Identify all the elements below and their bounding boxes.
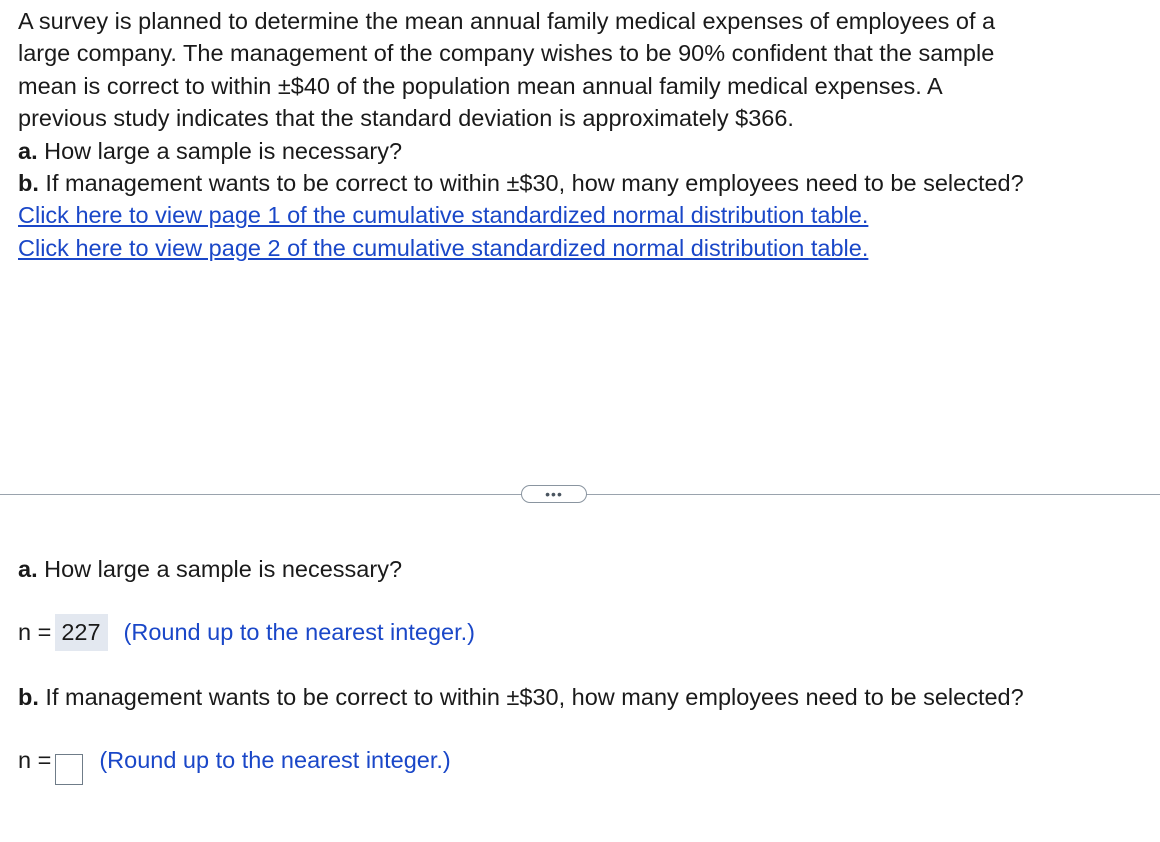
question-line-2: large company. The management of the company wishes to be 90% confident that the sample bbox=[18, 40, 995, 67]
normal-table-page-2-link[interactable]: Click here to view page 2 of the cumulative standardized normal distribution table. bbox=[18, 234, 869, 261]
answer-part-a-label: a. bbox=[18, 556, 38, 582]
answer-a-n-label: n = bbox=[18, 619, 52, 645]
answer-part-b-label: b. bbox=[18, 684, 39, 710]
question-part-a-text: How large a sample is necessary? bbox=[37, 137, 403, 164]
answer-part-a-text: How large a sample is necessary? bbox=[37, 556, 403, 582]
question-line-4: previous study indicates that the standard deviation is approximately $366. bbox=[18, 105, 794, 132]
answer-b-input[interactable] bbox=[55, 754, 83, 785]
question-part-a-label: a. bbox=[18, 137, 38, 164]
question-part-b-label: b. bbox=[18, 170, 39, 197]
question-part-a bbox=[18, 135, 1153, 167]
question-part-b-text: If management wants to be correct to within ±$30, how many employees need to be selected? bbox=[38, 170, 1024, 197]
question-part-b bbox=[18, 167, 1153, 199]
answer-part-b-row bbox=[18, 747, 451, 785]
answer-part-b-prompt bbox=[18, 684, 1024, 711]
answer-a-round-hint: (Round up to the nearest integer.) bbox=[123, 619, 475, 645]
question-line-1: A survey is planned to determine the mean annual family medical expenses of employees of a bbox=[18, 8, 996, 34]
answer-part-a-prompt bbox=[18, 556, 402, 583]
answer-b-n-label: n = bbox=[18, 747, 52, 773]
answer-b-round-hint: (Round up to the nearest integer.) bbox=[99, 747, 451, 773]
normal-table-page-1-link[interactable]: Click here to view page 1 of the cumulative standardized normal distribution table. bbox=[18, 202, 869, 229]
expand-more-button[interactable]: ••• bbox=[521, 485, 587, 503]
question-line-3: mean is correct to within ±$40 of the population mean annual family medical expenses. A bbox=[18, 72, 943, 99]
answer-part-a-row bbox=[18, 614, 475, 651]
question-text bbox=[18, 5, 1153, 264]
answer-a-value[interactable]: 227 bbox=[55, 614, 107, 651]
answer-part-b-text: If management wants to be correct to within ±$30, how many employees need to be selected? bbox=[38, 684, 1024, 710]
